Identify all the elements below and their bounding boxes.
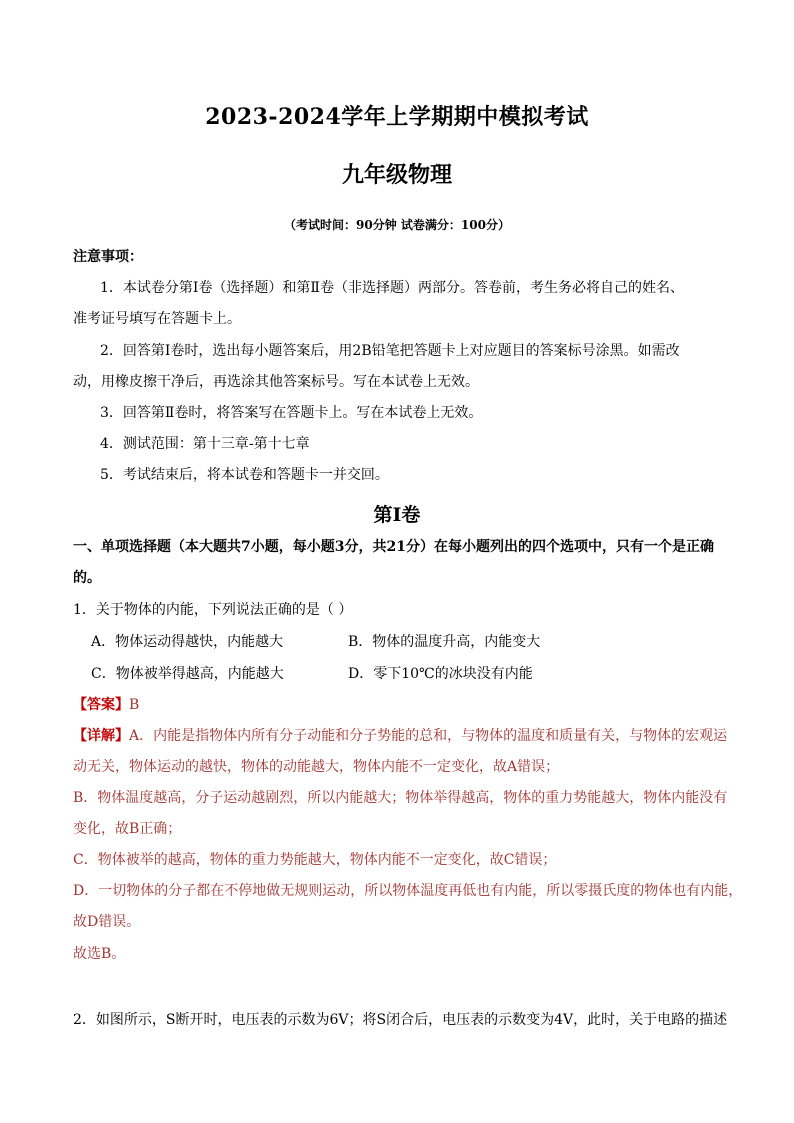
q1-detail-line-2: 动无关，物体运动的越快，物体的动能越大，物体内能不一定变化，故A错误；	[73, 759, 560, 775]
exam-title: 2023-2024学年上学期期中模拟考试	[205, 104, 589, 130]
q1-detail-line-5: C．物体被举的越高，物体的重力势能越大，物体内能不一定变化，故C错误；	[73, 852, 557, 868]
q1-option-b: B．物体的温度升高，内能变大	[348, 634, 541, 650]
note-item-2: 2．回答第Ⅰ卷时，选出每小题答案后，用2B铅笔把答题卡上对应题目的答案标号涂黑。如需改	[100, 343, 680, 359]
answer-tag: 【答案】	[73, 697, 129, 713]
note-item-2-cont: 动，用橡皮擦干净后，再选涂其他答案标号。写在本试卷上无效。	[73, 374, 479, 390]
section-title: 第Ⅰ卷	[373, 504, 421, 526]
detail-text: A．内能是指物体内所有分子动能和分子势能的总和，与物体的温度和质量有关，与物体的宏观运	[129, 728, 728, 744]
q1-detail	[73, 726, 728, 746]
q1-option-a: A．物体运动得越快，内能越大	[91, 634, 284, 650]
q1-stem: 1．关于物体的内能，下列说法正确的是（ ）	[73, 602, 353, 618]
notes-heading: 注意事项：	[73, 249, 143, 265]
q1-conclusion: 故选B。	[73, 946, 126, 962]
note-item-5: 5．考试结束后，将本试卷和答题卡一并交回。	[100, 467, 389, 483]
q1-detail-line-4: 变化，故B正确；	[73, 821, 182, 837]
note-item-3: 3．回答第Ⅱ卷时，将答案写在答题卡上。写在本试卷上无效。	[100, 405, 483, 421]
note-item-1: 1．本试卷分第Ⅰ卷（选择题）和第Ⅱ卷（非选择题）两部分。答卷前，考生务必将自己的姓名、	[100, 280, 684, 296]
q2-stem: 2．如图所示，S断开时，电压表的示数为6V；将S闭合后，电压表的示数变为4V，此时，关于电路的描述	[73, 1012, 728, 1028]
q1-detail-line-7: 故D错误。	[73, 914, 141, 930]
part1-instructions: 一、单项选择题（本大题共7小题，每小题3分，共21分）在每小题列出的四个选项中，只有一个是正确	[73, 539, 714, 555]
exam-subject: 九年级物理	[341, 162, 452, 188]
exam-info: （考试时间：90分钟 试卷满分：100分）	[284, 218, 510, 232]
note-item-1-cont: 准考证号填写在答题卡上。	[73, 311, 241, 327]
q1-option-d: D．零下10℃的冰块没有内能	[348, 666, 533, 682]
q1-detail-line-3: B．物体温度越高，分子运动越剧烈，所以内能越大；物体举得越高，物体的重力势能越大，物体内能没有	[73, 790, 728, 806]
answer-value: B	[129, 697, 140, 713]
part1-instructions-cont: 的。	[73, 570, 101, 586]
q1-detail-line-6: D．一切物体的分子都在不停地做无规则运动，所以物体温度再低也有内能，所以零摄氏度的物体也有内能，	[73, 883, 743, 899]
q1-answer	[73, 695, 723, 715]
q1-option-c: C．物体被举得越高，内能越大	[91, 666, 284, 682]
note-item-4: 4．测试范围：第十三章-第十七章	[100, 436, 310, 452]
detail-tag: 【详解】	[73, 728, 129, 744]
